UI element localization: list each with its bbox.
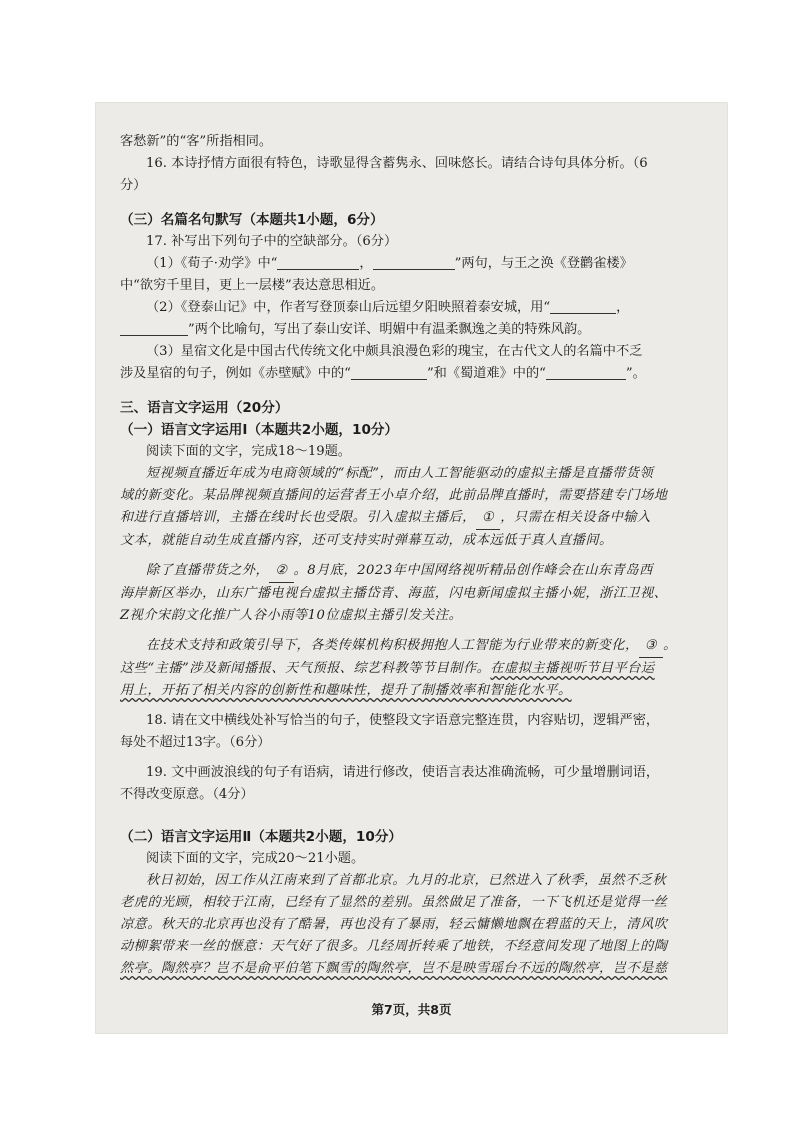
question-17-3: （3）星宿文化是中国古代传统文化中颇具浪漫色彩的瑰宝，在古代文人的名篇中不乏 (146, 344, 643, 359)
question-18: 18. 请在文中横线处补写恰当的句子，使整段文字语意完整连贯，内容贴切，逻辑严密， (146, 713, 660, 728)
answer-blank[interactable] (546, 365, 626, 380)
section-heading: （一）语言文字运用Ⅰ（本题共2小题，10分） (120, 422, 399, 438)
passage-1 (120, 463, 692, 702)
text-segment: ， (616, 300, 630, 315)
passage-line (120, 560, 692, 583)
text-line (120, 363, 692, 385)
answer-blank[interactable] (351, 365, 427, 380)
text-segment: 在技术支持和政策引导下，各类传媒机构积极拥抱人工智能为行业带来的新变化， (146, 638, 639, 653)
passage-line: 域的新变化。某品牌视频直播间的运营者王小卓介绍，此前品牌直播时，需要搭建专门场地 (120, 488, 668, 503)
passage-line: 凉意。秋天的北京再也没有了酷暑，再也没有了暴雨，轻云慵懒地飘在碧蓝的天上，清风吹 (120, 917, 668, 932)
text-line (120, 319, 692, 341)
text-segment: ”两个比喻句，写出了泰山安详、明媚中有温柔飘逸之美的特殊风韵。 (188, 322, 591, 337)
text-segment: （2）《登泰山记》中，作者写登顶泰山后远望夕阳映照着泰安城，用“ (146, 300, 551, 315)
text-segment: ，只需在相关设备中输入 (500, 510, 651, 525)
answer-blank[interactable] (277, 255, 359, 270)
text-segment: 。8月底，2023年中国网络视听精品创作峰会在山东青岛西 (293, 563, 653, 578)
passage-line: 老虎的光顾，相较于江南，已经有了显然的差别。虽然做足了准备，一下飞机还是觉得一丝 (120, 895, 668, 910)
passage-line (120, 658, 692, 680)
passage-line: Z视介宋韵文化推广人谷小雨等10位虚拟主播引发关注。 (120, 608, 463, 623)
passage-line (120, 635, 692, 658)
text-segment: 和进行直播培训，主播在线时长也受限。引入虚拟主播后， (120, 510, 476, 525)
passage-2 (120, 870, 692, 980)
page-content (120, 131, 692, 980)
wavy-underlined-sentence: 用上，开拓了相关内容的创新性和趣味性，提升了制播效率和智能化水平。 (120, 683, 572, 698)
question-17-1 (120, 253, 692, 275)
text-segment: ”两句，与王之涣《登鹳雀楼》 (454, 256, 633, 271)
passage-line: 文本，就能自动生成直播内容，还可支持实时弹幕互动，成本远低于真人直播间。 (120, 533, 613, 548)
page-number: 第7页，共8页 (371, 1002, 452, 1017)
answer-blank[interactable] (120, 321, 188, 336)
reading-instruction: 阅读下面的文字，完成18～19题。 (146, 444, 351, 459)
section-heading: （二）语言文字运用Ⅱ（本题共2小题，10分） (120, 829, 403, 845)
passage-line (120, 507, 692, 530)
passage-line (120, 680, 692, 702)
text-segment: ， (359, 256, 373, 271)
passage-line (120, 958, 692, 980)
passage-line: 短视频直播近年成为电商领域的“标配”，而由人工智能驱动的虚拟主播是直播带货领 (146, 466, 654, 481)
passage-line: 动柳絮带来一丝的惬意：天气好了很多。几经周折转乘了地铁，不经意间发现了地图上的陶 (120, 939, 668, 954)
text-line: 中“欲穷千里目，更上一层楼”表达意思相近。 (120, 278, 385, 293)
text-line: 客愁新”的“客”所指相同。 (120, 134, 273, 149)
blank-marker-3[interactable]: ③ (639, 635, 663, 658)
question-17: 17. 补写出下列句子中的空缺部分。（6分） (146, 234, 398, 249)
reading-instruction: 阅读下面的文字，完成20～21小题。 (146, 851, 365, 866)
text-segment: ”和《蜀道难》中的“ (426, 366, 546, 381)
exam-page (96, 103, 727, 1033)
answer-blank[interactable] (550, 299, 616, 314)
section-heading: （三）名篇名句默写（本题共1小题，6分） (120, 212, 384, 228)
text-segment: 涉及星宿的句子，例如《赤壁赋》中的“ (120, 366, 351, 381)
blank-marker-1[interactable]: ① (476, 507, 500, 530)
text-segment: 这些“主播”涉及新闻播报、天气预报、综艺科教等节目制作。 (120, 661, 491, 676)
text-line: 每处不超过13字。（6分） (120, 735, 271, 750)
section-heading: 三、语言文字运用（20分） (120, 400, 289, 416)
text-segment: 除了直播带货之外， (146, 563, 270, 578)
passage-line: 海岸新区举办，山东广播电视台虚拟主播岱青、海蓝，闪电新闻虚拟主播小妮，浙江卫视、 (120, 586, 668, 601)
question-16: 16. 本诗抒情方面很有特色，诗歌显得含蓄隽永、回味悠长。请结合诗句具体分析。（6 (146, 156, 648, 171)
text-segment: 。 (663, 638, 677, 653)
wavy-underlined-sentence: 然亭。陶然亭？岂不是俞平伯笔下飘雪的陶然亭，岂不是映雪瑶台不远的陶然亭，岂不是慈 (120, 961, 668, 976)
question-17-2 (120, 297, 692, 319)
text-segment: （1）《荀子·劝学》中“ (146, 256, 278, 271)
wavy-underlined-sentence: 在虚拟主播视听节目平台运 (490, 661, 655, 676)
text-line: 不得改变原意。（4分） (120, 787, 254, 802)
text-line: 分） (120, 178, 147, 193)
text-segment: ”。 (625, 366, 646, 381)
blank-marker-2[interactable]: ② (269, 560, 293, 583)
answer-blank[interactable] (373, 255, 455, 270)
passage-line: 秋日初始，因工作从江南来到了首都北京。九月的北京，已然进入了秋季，虽然不乏秋 (146, 873, 667, 888)
question-19: 19. 文中画波浪线的句子有语病，请进行修改，使语言表达准确流畅，可少量增删词语， (146, 765, 660, 780)
